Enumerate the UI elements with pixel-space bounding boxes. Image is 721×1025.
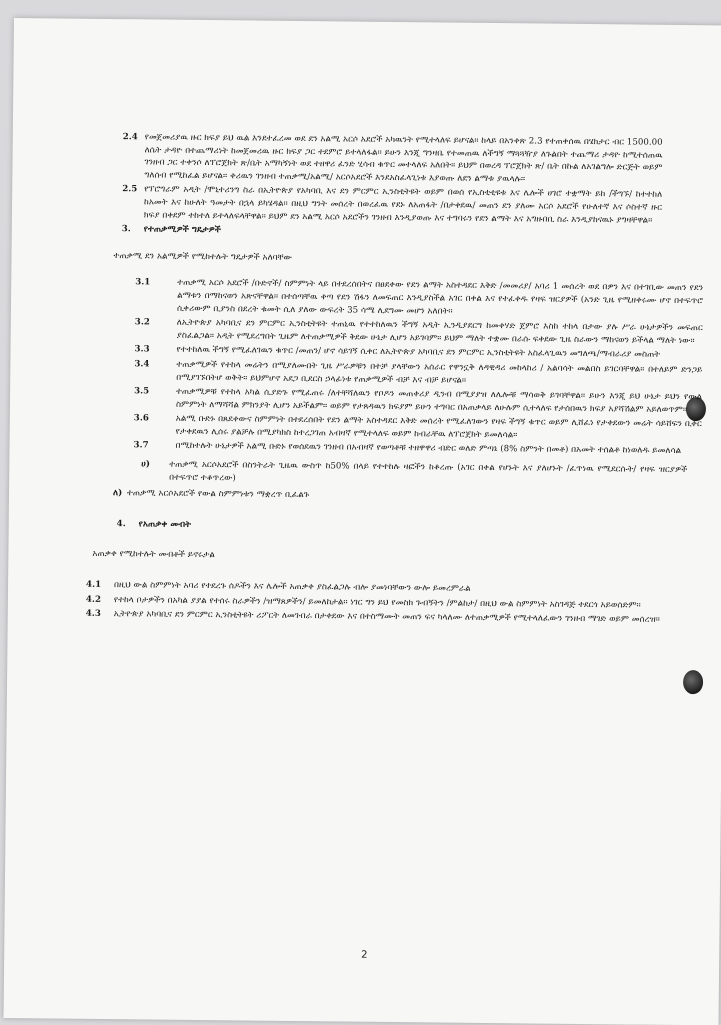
clause-text: የፕሮግራም አዲት /ሞኒተሪንግ ስራ በኢትዮጵያ የአካባቢ እና ደን ምርምር ኢንስቲትዩት ወይም በወሰ የኢስቲቲዩቱ እና ሌሎች ሀገሮ ተቋማት ይከ /ችግኙ/ ከተተከለ ከአመት እና ከሁለት ዓመታት በኋላ ይካሄዳል፡፡ በዚህ ግንት መሰረት በወረፈዉ የደኑ ለአጠፋት /በታቀደዉ/ መጠን ደን ያለሙ አርሶ አደሮች የሁለተኛ እና ሶስተኛ ዙር ክፍያ በቀደም ተከተለ ይተላለፍላቸዋል፡፡ ይህም ደን አልሚ አርሶ አደሮችን ገንዘብ እንዲያወጡ እና ተግባሩን የደን ልማት እና አግዙበቢ ስራ እንዲያከናዉኑ ያግዛቸዋል፡፡ bbox=[143, 184, 663, 226]
clause-number: 3.3 bbox=[134, 344, 150, 355]
clause-number: 3.2 bbox=[134, 317, 150, 328]
clause-text: ተጠቃሚዎቹ የተከላ አካል ሲያድጉ የሚፈጠሩ /ለተቸሻለዉን የቦዶን መጠቀሪያ ዲንብ በሚያያዝ ለሌሎቹ ማሳወቅ ይገባቸዋል፡፡ ይሁን እንጂ ይህ ሁኔታ ይህን የውል ስምምነት ለማሻሻል ምክንያት ሊሆን አይችልም፡፡ ወይም የታጸዳዉን ክፍያም ይሁን ተግባር በአጠቃላይ ለሁሉም ሲተላለፍ የታሰበዉን ክፍያ አያሻሽልም አይለወጥም፡፡ bbox=[175, 386, 703, 415]
section-number: 3. bbox=[121, 224, 131, 235]
clause-number: 4.3 bbox=[85, 609, 101, 620]
clause-text: ኢትዮጵያ አካባቢና ደን ምርምር ኢንስቲትዩት ሪፖርት ለመገብራ በታቀደው እና በተስማሙት መጠን ፍና ካላለሙ ለተጠቃሚዎች የሚተላለፈውን ገንዘብ ማገድ ወይም መሰረዝ፡፡ bbox=[113, 609, 660, 626]
clause-3-4 bbox=[134, 358, 702, 389]
clause-number: 3.6 bbox=[133, 413, 149, 424]
page-number: 2 bbox=[361, 949, 368, 961]
clause-3-7-b bbox=[113, 487, 659, 505]
sub-clause-text: ተጠቃሚ አርሶአደሮች በስንትራት ጊዜዉ ውስጥ ከ50% በላይ የተተከሉ ዛፎችን ከቆረጡ (አገር በቀል የሆኑት እና ያለሆኑት /ፈጥነዉ የሚደርሱት/ የዛፍ ዝርያዎች በተፍጥሮ ተቆጥረው) bbox=[169, 459, 688, 484]
clause-number: 3.1 bbox=[135, 277, 151, 288]
clause-number: 4.2 bbox=[85, 594, 102, 605]
clause-text: አልሚ ቡድኑ በጸደቀውና ስምምነት በተደረሰበት የደን ልማት አስተዳደር እቅድ መሰረት የሚፈለገውን የዛፍ ችግኝ ቁጥር ወይም ሊሸፈነ የታቀደውን መሬት ሳይሸፍን ቢቀር የታቀደዉን ሊሰሩ ያልቻሉ በሚያካክስ ከተረጋገጠ አብዛኛ የሚተላለፍ ወይም ከብራቸዉ ለፕሮጀክት ይመለሳል፡፡ bbox=[175, 413, 702, 441]
section-4-intro: አጠቃቀ የሚከተሉት መብቶች ይኖሩታል bbox=[92, 549, 215, 561]
clause-text: በዚህ ውል ስምምነት አባሪ የተደረጉ ሰዶችን እና ሌሎች አጠቃቀ ያስፈልጋሉ ብሎ ያመነባቸውን ውሎ ይመረምራል bbox=[114, 580, 471, 594]
clause-3-1 bbox=[135, 277, 703, 321]
section-3-intro: ተጠቃሚ ደን አልሚዎች የሚከተሉት ግዴታዎች አለባቸው bbox=[113, 250, 292, 263]
sub-clause-text: ተጠቃሚ አርሶአደሮች የውል ስምምነቱን ማቋረጥ ቢፈልጉ bbox=[126, 488, 310, 501]
clause-number: 3.5 bbox=[134, 386, 150, 397]
clause-text: የተተከለዉ ችግኝ የሚፈለገዉን ቁጥር /መጠን/ ሆኖ ሳይገኝ ሲቀር ለኢትዮጵያ አካባቢና ደን ምርምር ኢንስቲትዩት አስፈላጊዉን መግለጫ/ማብራሪያ መስጠት bbox=[176, 345, 661, 361]
clause-number: 2.5 bbox=[122, 184, 138, 195]
sub-clause-label: ሀ) bbox=[141, 459, 151, 470]
clause-text: የመጀመሪያዉ ዙር ክፍያ ይህ ዉል እንደተፈረመ ወደ ደን አልሚ አርሶ አደሮች አካዉንት የሚተላለፍ ይሆናል፡፡ ከላይ በአንቀጽ 2.3 የተጠቀሰዉ በሄክታር ብር 1500.00 ለሴት ታዳዮ በተጨማሪነት ከመጀመሪዉ ዙር ክፍያ ጋር ተደምሮ ይተላለፋል፡፡ ይሁን እንጂ ግንዛቤ የተመጠዉ ለችግኝ ማጓጓዥያ ለጉልበት ተጨማሪ ታዳዮ ከሚተሰጠዉ ገንዘብ ጋር ተቀንሶ ለፕሮጀክት ጽ/ቤት አማካኝነት ወደ ተዘዋሪ ፈንድ ሂሳብ ቁጥር መተላለፍ አለበት፡፡ ይህም በወረዳ ፕሮጀክት ጽ/ ቤት በኩል ለአገልግሎ ድርጅት ወይም ግለሰብ የሚከፈል ይሆናል፡፡ ቀሪዉን ገንዘብ ተጠቃሚ/አልሚ/ አርሶአደሮች እንደአስፈላጊነቱ እያወጡ ለደን ልማቱ ያዉላሉ፡፡ bbox=[144, 132, 663, 185]
document-page bbox=[4, 18, 721, 1025]
clause-text: በሚከተሉት ሁኔታዎች አልሚ ቡድኑ የወሰደዉን ገንዘብ በአብዛኛ የወጣቶቹ ተዘዋዋሪ ብድር ወለድ ምጣኔ (8% ስምንት በመቶ) በአመት ተሰልቶ ከነወለዱ ይመለሳል bbox=[175, 441, 682, 457]
clause-2-4 bbox=[122, 131, 662, 187]
sub-clause-label: ለ) bbox=[112, 488, 123, 499]
clause-3-2 bbox=[135, 316, 703, 347]
section-title: የአጠቃቀ መብት bbox=[138, 519, 192, 530]
clause-text: ተጠቃሚዎች የተከላ መሬትን በሚያለሙበት ጊዜ ሥራዎቹን በተቻ ያላቸውን አሰራር የዋንኗቅ ለዳዊዳሪ መከላከሪ / አልባሳት መልበስ ይገርባቸዋል፡፡ በተለይም ድንጋይ በሚያገኙበትሆ ወቅት፡፡ ይህምሆኖ አደጋ ቢደርስ ኃላፊነቱ የጠቃሚዎች ብቻ እና ብቻ ይሆናል፡፡ bbox=[176, 359, 703, 386]
clause-3-5 bbox=[134, 385, 702, 416]
clause-number: 3.4 bbox=[134, 359, 150, 370]
clause-text: ለኢትዮጵያ አካባቢና ደን ምርምር ኢንስቲትዩት ተጠኒዉ የተተከለዉን ችግኝ አዲት ኢንዲያደርግ ከመቀሃድ ጀምሮ እስከ ተከላ በታው ያሉ ሥራ ሁኔታዎችን መፍጠር ያስፈልጋል፡፡ አዲት የሚደረግበት ጊዜም ለተጠቃሚዎች ቅደው ሁኔታ ሊሆን አይገባም፡፡ ይህም ማለት ተቋሙ በራሱ ፍቀደው ጊዜ ስራውን ማከናወን ይችላል ማለት ነው፡፡ bbox=[176, 317, 703, 346]
clause-number: 2.4 bbox=[122, 132, 138, 143]
document-body bbox=[85, 131, 704, 628]
clause-3-7-a bbox=[141, 458, 687, 489]
clause-number: 4.1 bbox=[86, 579, 102, 590]
section-4-heading bbox=[117, 518, 659, 536]
punch-hole bbox=[683, 670, 703, 694]
section-title: የተጠቃሚዎች ግዴታዎች bbox=[143, 224, 221, 236]
clause-text: ተጠቃሚ አርሶ አደሮች /ቡድኖች/ ስምምነት ላይ በተደረሰበትና በፀደቀው የደን ልማት አስተዳደር እቅድ /መመሪያ/ አባሪ 1 መሰረት ወደ በዎን እና በተገቢው መጠን የደን ልማቱን በማከናወን አጽናቸዋል፡፡ በተሰጣቸዉ ቀጣ የደን ሽፋን ለመፍጠር እንዲያስችል አገር በቀል እና የተፈቀዱ የዛፍ ዝርያዎች (አንድ ጊዜ የሚዘቀሩሙ ሆኖ በተፍጥሮ ሲቀሪውም ቢያንስ በደረት ቁመት ሲለ ያለው ውፍረት 35 ሳሜ ሊደግሙ መሆን አለበት፡፡ bbox=[176, 278, 704, 317]
clause-text: የተከላ ቦታዎችን በአካል ያያል የተሰሩ ስራዎችን /ዝማጸዎችን/ ይመለከታል፡፡ ነገር ግን ይህ የመስክ ጉብኝትን /ምልከታ/ በዚህ ውል ስምምነት አስገዳጅ ተደርጎ አይወሰድም፡፡ bbox=[113, 594, 641, 611]
clause-2-5 bbox=[122, 184, 662, 227]
clause-number: 3.7 bbox=[133, 440, 149, 451]
section-number: 4. bbox=[116, 518, 126, 530]
clause-3-6 bbox=[134, 413, 702, 444]
